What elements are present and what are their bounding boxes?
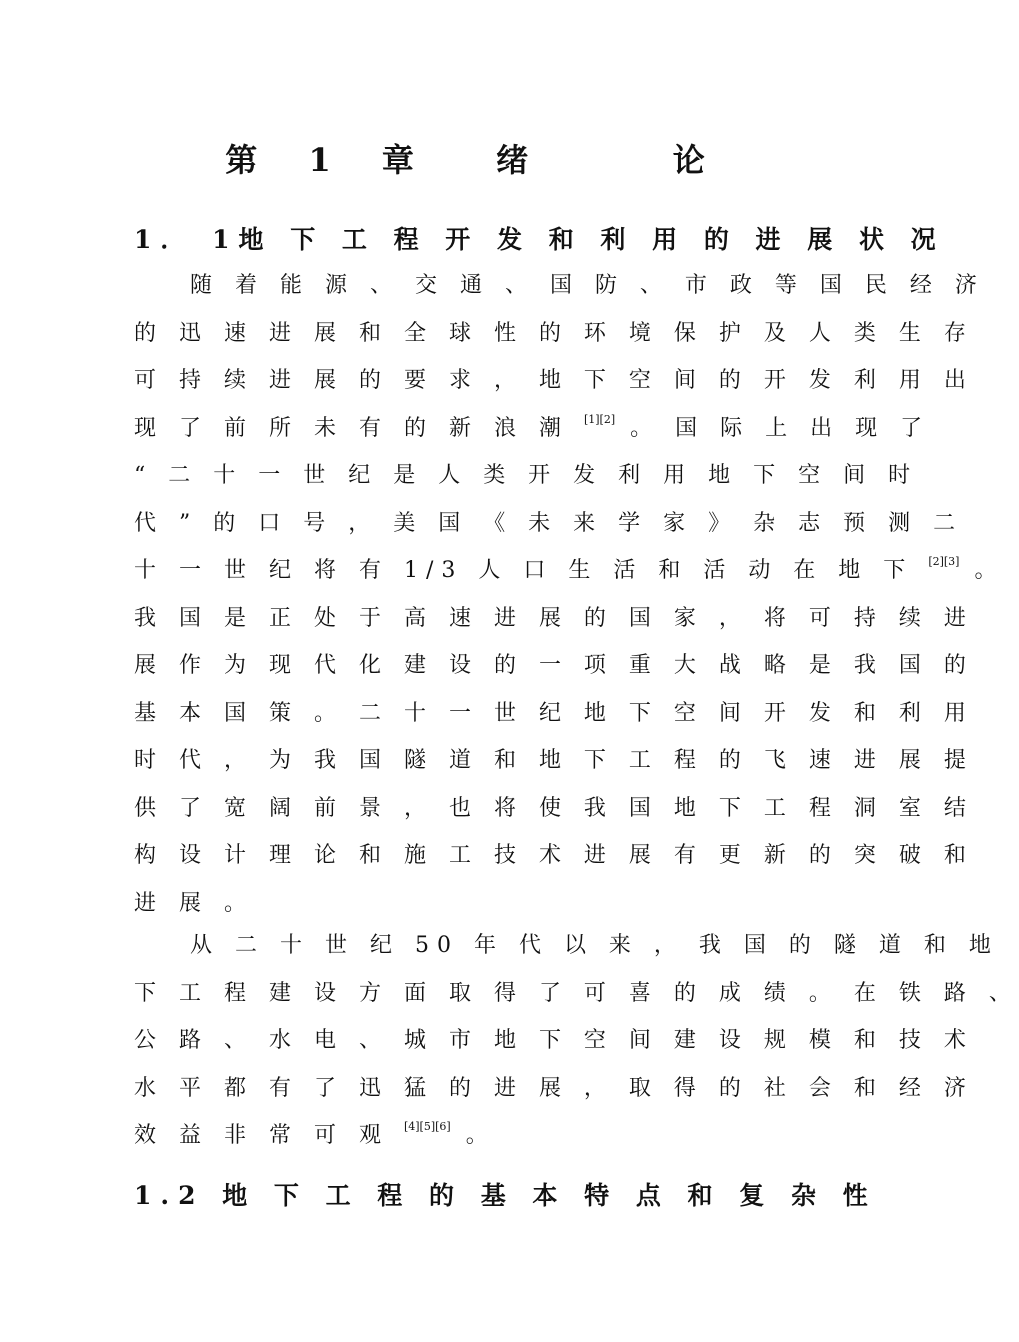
citation-ref: [1][2] [583, 412, 616, 426]
text-fragment: 。 国 际 上 出 现 了 [630, 415, 931, 441]
text-line: 可 持 续 进 展 的 要 求 ， 地 下 空 间 的 开 发 利 用 出 [134, 368, 974, 393]
text-line: 随 着 能 源 、 交 通 、 国 防 、 市 政 等 国 民 经 济 [190, 273, 985, 298]
text-line: 进 展 。 [134, 890, 254, 916]
text-fragment: 现 了 前 所 未 有 的 新 浪 潮 [134, 415, 569, 441]
text-line: 我 国 是 正 处 于 高 速 进 展 的 国 家 ， 将 可 持 续 进 [134, 605, 974, 631]
text-line: 下 工 程 建 设 方 面 取 得 了 可 喜 的 成 绩 。 在 铁 路 、 [134, 980, 1019, 1006]
text-line: 的 迅 速 进 展 和 全 球 性 的 环 境 保 护 及 人 类 生 存 [134, 320, 974, 346]
paragraph-2 [134, 922, 1019, 1160]
text-fragment: 效 益 非 常 可 观 [134, 1123, 389, 1148]
text-line: “ 二 十 一 世 纪 是 人 类 开 发 利 用 地 下 空 间 时 [134, 463, 919, 488]
text-line: 水 平 都 有 了 迅 猛 的 进 展 ， 取 得 的 社 会 和 经 济 [134, 1075, 974, 1101]
text-line: 公 路 、 水 电 、 城 市 地 下 空 间 建 设 规 模 和 技 术 [134, 1028, 974, 1053]
text-line: 供 了 宽 阔 前 景 ， 也 将 使 我 国 地 下 工 程 洞 室 结 [134, 795, 974, 821]
text-line: 基 本 国 策 。 二 十 一 世 纪 地 下 空 间 开 发 和 利 用 [134, 700, 974, 726]
chapter-title: 第 1 章 绪 论 [225, 141, 725, 179]
text-line-with-citation [134, 547, 1005, 595]
text-line: 展 作 为 现 代 化 建 设 的 一 项 重 大 战 略 是 我 国 的 [134, 653, 974, 678]
section-heading-1-1: 1． 1地 下 工 程 开 发 和 利 用 的 进 展 状 况 [134, 225, 945, 254]
text-line: 从 二 十 世 纪 50 年 代 以 来 ， 我 国 的 隧 道 和 地 [190, 933, 999, 958]
text-line-with-citation [134, 1112, 854, 1160]
section-heading-1-2: 1.2 地 下 工 程 的 基 本 特 点 和 复 杂 性 [134, 1181, 877, 1210]
citation-ref: [4][5][6] [403, 1120, 451, 1133]
text-line: 构 设 计 理 论 和 施 工 技 术 进 展 有 更 新 的 突 破 和 [134, 843, 974, 868]
text-line: 时 代 ， 为 我 国 隧 道 和 地 下 工 程 的 飞 速 进 展 提 [134, 748, 974, 773]
citation-ref: [2][3] [928, 555, 960, 568]
text-line-with-citation [134, 405, 931, 453]
text-fragment: 。 [974, 558, 1005, 583]
text-fragment: 十 一 世 纪 将 有 1/3 人 口 生 活 和 活 动 在 地 下 [134, 558, 914, 583]
paragraph-1 [134, 262, 1005, 927]
text-line: 代 ” 的 口 号 ， 美 国 《 未 来 学 家 》 杂 志 预 测 二 [134, 510, 964, 536]
text-fragment: 。 [465, 1123, 496, 1148]
